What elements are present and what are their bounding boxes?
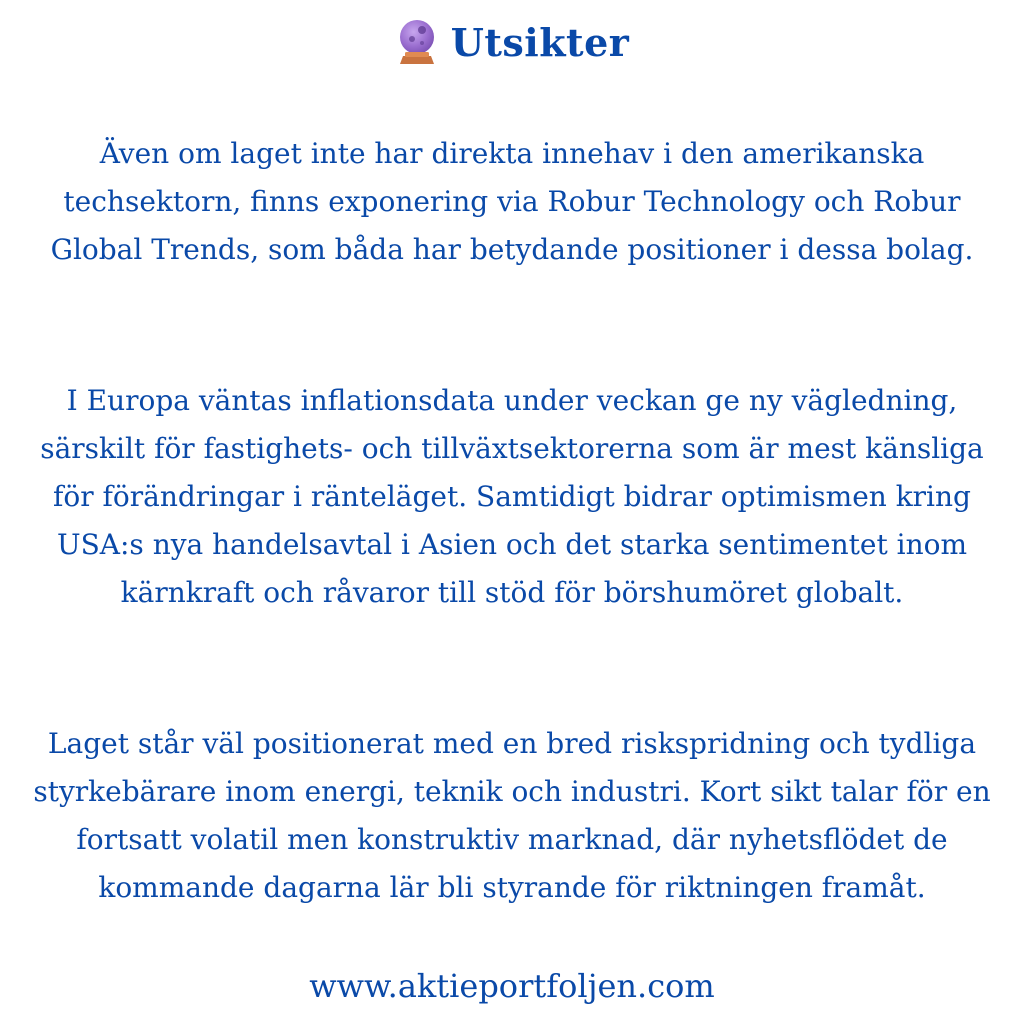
website-url[interactable]: www.aktieportfoljen.com <box>309 967 715 1005</box>
page-header <box>0 18 1024 66</box>
page-title: Utsikter <box>450 19 630 65</box>
crystal-ball-icon <box>395 18 439 66</box>
paragraph-europe: I Europa väntas inflationsdata under veckan ge ny vägledning, särskilt för fastighets- och tillväxtsektorerna som är mest känsliga för förändringar i ränteläget. Samtidigt bidrar optimismen kring USA:s nya handelsavtal i Asien och det starka sentimentet inom kärnkraft och råvaror till stöd för börshumöret globalt. <box>40 384 984 609</box>
paragraph-techsector: Även om laget inte har direkta innehav i den amerikanska techsektorn, finns exponering via Robur Technology och Robur Global Trends, som båda har betydande positioner i dessa bolag. <box>50 137 974 266</box>
paragraph-outlook: Laget står väl positionerat med en bred riskspridning och tydliga styrkebärare inom energi, teknik och industri. Kort sikt talar för en fortsatt volatil men konstruktiv marknad, där nyhetsflödet de kommande dagarna lär bli styrande för riktningen framåt. <box>33 727 991 904</box>
